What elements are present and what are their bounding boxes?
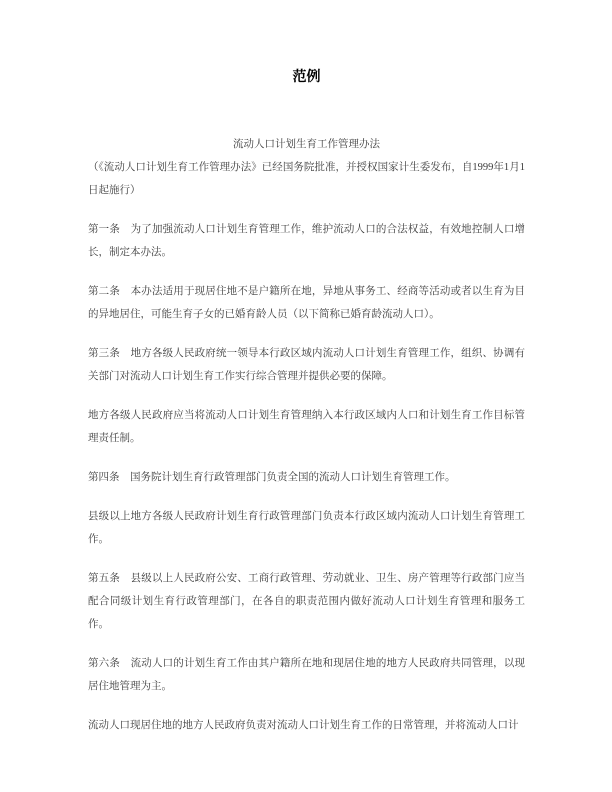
paragraph: 地方各级人民政府应当将流动人口计划生育管理纳入本行政区域内人口和计划生育工作目标管理责任制。 xyxy=(88,410,525,444)
paragraph: 流动人口现居住地的地方人民政府负责对流动人口计划生育工作的日常管理，并将流动人口计 xyxy=(88,720,519,731)
promulgation-note: （《流动人口计划生育工作管理办法》已经国务院批准，并授权国家计生委发布，自1999年1月1日起施行） xyxy=(88,162,525,196)
paragraph: 第六条 流动人口的计划生育工作由其户籍所在地和现居住地的地方人民政府共同管理，以现居住地管理为主。 xyxy=(88,658,525,692)
paragraph: 第四条 国务院计划生育行政管理部门负责全国的流动人口计划生育管理工作。 xyxy=(88,472,456,483)
document-body xyxy=(88,218,525,737)
paragraph: 第三条 地方各级人民政府统一领导本行政区域内流动人口计划生育管理工作，组织、协调有关部门对流动人口计划生育工作实行综合管理并提供必要的保障。 xyxy=(88,348,525,382)
paragraph: 第五条 县级以上人民政府公安、工商行政管理、劳动就业、卫生、房产管理等行政部门应当配合同级计划生育行政管理部门，在各自的职责范围内做好流动人口计划生育管理和服务工作。 xyxy=(88,573,525,630)
sample-watermark-label: 范例 xyxy=(292,70,321,85)
paragraph: 第二条 本办法适用于现居住地不是户籍所在地，异地从事务工、经商等活动或者以生育为目的异地居住，可能生育子女的已婚育龄人员（以下简称已婚育龄流动人口）。 xyxy=(88,286,525,320)
paragraph: 县级以上地方各级人民政府计划生育行政管理部门负责本行政区域内流动人口计划生育管理工作。 xyxy=(88,511,525,545)
paragraph: 第一条 为了加强流动人口计划生育管理工作，维护流动人口的合法权益，有效地控制人口增长，制定本办法。 xyxy=(88,224,525,258)
document-title: 流动人口计划生育工作管理办法 xyxy=(233,139,380,150)
